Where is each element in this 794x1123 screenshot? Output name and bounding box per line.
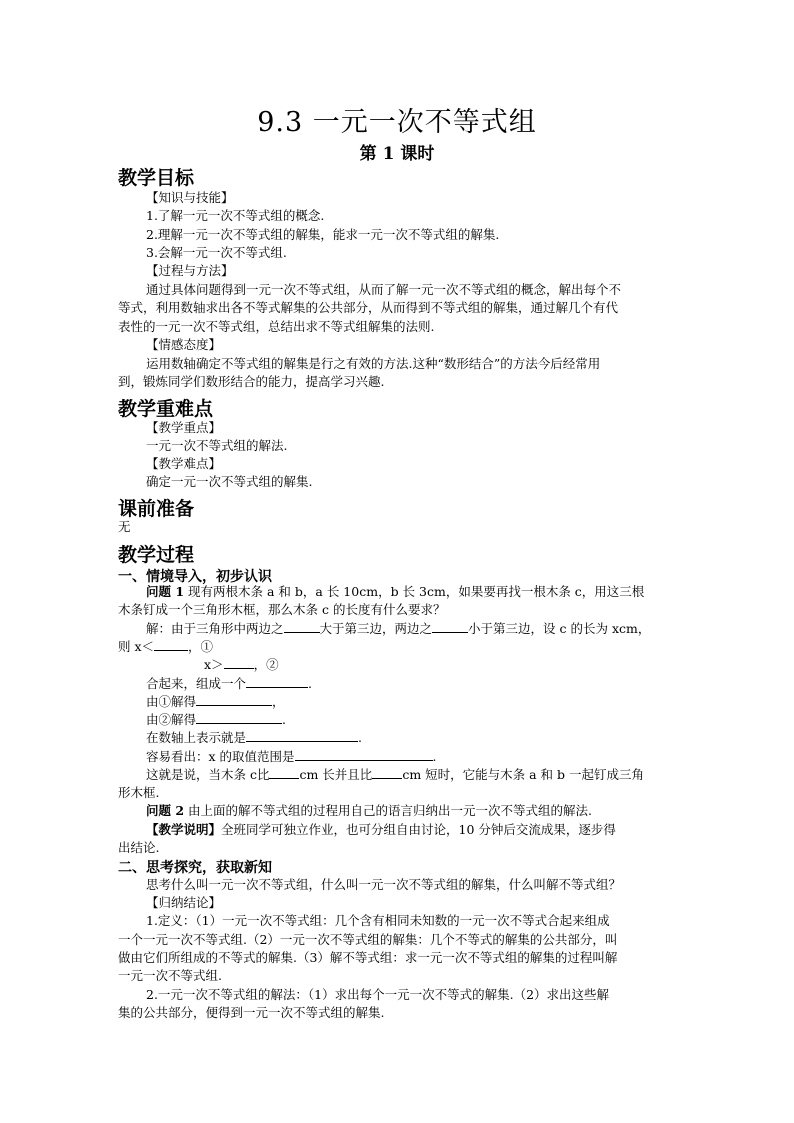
definition-line-4: 一元一次不等式组. <box>118 968 222 983</box>
conclusion-line-2: 形木框. <box>118 785 160 800</box>
heading-teaching-goals: 教学目标 <box>118 167 195 189</box>
difficult-point-text: 确定一元一次不等式组的解集. <box>146 474 313 489</box>
method-line-2: 集的公共部分，便得到一元一次不等式组的解集. <box>118 1005 385 1020</box>
solution-line-2: 则 x＜ ，① <box>118 639 214 654</box>
number-line-line: 在数轴上表示就是 . <box>146 730 362 745</box>
attitude-line-1: 运用数轴确定不等式组的解集是行之有效的方法.这种“数形结合”的方法今后经常用 <box>146 356 601 371</box>
problem-2-line: 问题 2 由上面的解不等式组的过程用自己的语言归纳出一元一次不等式组的解法. <box>146 803 593 818</box>
answer-blank[interactable] <box>284 620 320 633</box>
combine-line: 合起来，组成一个 . <box>146 676 312 691</box>
section-intro-heading: 一、情境导入，初步认识 <box>118 569 272 585</box>
process-line-3: 表性的一元一次不等式组，总结出求不等式组解集的法则. <box>118 319 435 334</box>
answer-blank[interactable] <box>295 748 433 761</box>
teaching-note-line-1: 【教学说明】全班同学可独立作业，也可分组自由讨论，10 分钟后交流成果，逐步得 <box>146 822 616 837</box>
heading-key-points: 教学重难点 <box>118 398 214 420</box>
label-conclusion: 【归纳结论】 <box>146 895 222 910</box>
method-line-1: 2.一元一次不等式组的解法：（1）求出每个一元一次不等式的解集.（2）求出这些解 <box>146 987 610 1002</box>
answer-blank[interactable] <box>154 638 188 651</box>
key-point-text: 一元一次不等式组的解法. <box>146 438 288 453</box>
problem-1-line-1: 问题 1 现有两根木条 a 和 b，a 长 10cm，b 长 3cm，如果要再找一根木条 c，用这三根 <box>146 584 645 599</box>
label-attitude: 【情感态度】 <box>146 337 222 352</box>
process-line-1: 通过具体问题得到一元一次不等式组，从而了解一元一次不等式组的概念，解出每个不 <box>146 282 622 297</box>
goal-item-2: 2.理解一元一次不等式组的解集，能求一元一次不等式组的解集. <box>146 227 500 242</box>
attitude-line-2: 到，锻炼同学们数形结合的能力，提高学习兴趣. <box>118 374 385 389</box>
answer-blank[interactable] <box>246 729 358 742</box>
preparation-text: 无 <box>118 519 131 534</box>
section-explore-heading: 二、思考探究，获取新知 <box>118 860 272 876</box>
problem-2-label: 问题 2 <box>146 803 185 818</box>
page-title: 9.3 一元一次不等式组 <box>257 107 537 138</box>
label-knowledge-skills: 【知识与技能】 <box>146 190 234 205</box>
heading-preparation: 课前准备 <box>118 498 195 520</box>
answer-blank[interactable] <box>432 620 468 633</box>
goal-item-1: 1.了解一元一次不等式组的概念. <box>146 208 325 223</box>
process-line-2: 等式，利用数轴求出各不等式解集的公共部分，从而得到不等式组的解集，通过解几个有代 <box>118 300 619 315</box>
solution-line-3: x＞ ，② <box>204 657 279 672</box>
page-subtitle: 第 1 课时 <box>359 144 435 164</box>
answer-blank[interactable] <box>196 711 282 724</box>
problem-1-line-2: 木条钉成一个三角形木框，那么木条 c 的长度有什么要求？ <box>118 602 446 617</box>
solve-1-line: 由①解得 ， <box>146 694 285 709</box>
label-key-point: 【教学重点】 <box>146 420 222 435</box>
solve-2-line: 由②解得 . <box>146 712 286 727</box>
definition-line-1: 1.定义：（1）一元一次不等式组：几个含有相同未知数的一元一次不等式合起来组成 <box>146 913 610 928</box>
conclusion-line-1: 这就是说，当木条 c比 cm 长并且比 cm 短时，它能与木条 a 和 b 一起钉成三角 <box>146 767 644 782</box>
definition-line-2: 一个一元一次不等式组.（2）一元一次不等式组的解集：几个不等式的解集的公共部分，叫 <box>118 932 618 947</box>
answer-blank[interactable] <box>269 766 299 779</box>
think-line: 思考什么叫一元一次不等式组，什么叫一元一次不等式组的解集，什么叫解不等式组？ <box>146 877 622 892</box>
problem-1-label: 问题 1 <box>146 584 185 599</box>
teaching-note-label: 【教学说明】 <box>146 822 222 837</box>
answer-blank[interactable] <box>246 675 308 688</box>
heading-teaching-process: 教学过程 <box>118 544 195 566</box>
teaching-note-line-2: 出结论. <box>118 840 160 855</box>
range-line: 容易看出：x 的取值范围是 . <box>146 749 437 764</box>
definition-line-3: 做由它们所组成的不等式的解集.（3）解不等式组：求一元一次不等式组的解集的过程叫解 <box>118 950 618 965</box>
label-difficult-point: 【教学难点】 <box>146 456 222 471</box>
answer-blank[interactable] <box>196 693 272 706</box>
label-process-method: 【过程与方法】 <box>146 263 234 278</box>
answer-blank[interactable] <box>224 656 254 669</box>
goal-item-3: 3.会解一元一次不等式组. <box>146 245 287 260</box>
answer-blank[interactable] <box>372 766 402 779</box>
solution-line-1: 解：由于三角形中两边之 大于第三边，两边之 小于第三边，设 c 的长为 xcm， <box>146 621 651 636</box>
